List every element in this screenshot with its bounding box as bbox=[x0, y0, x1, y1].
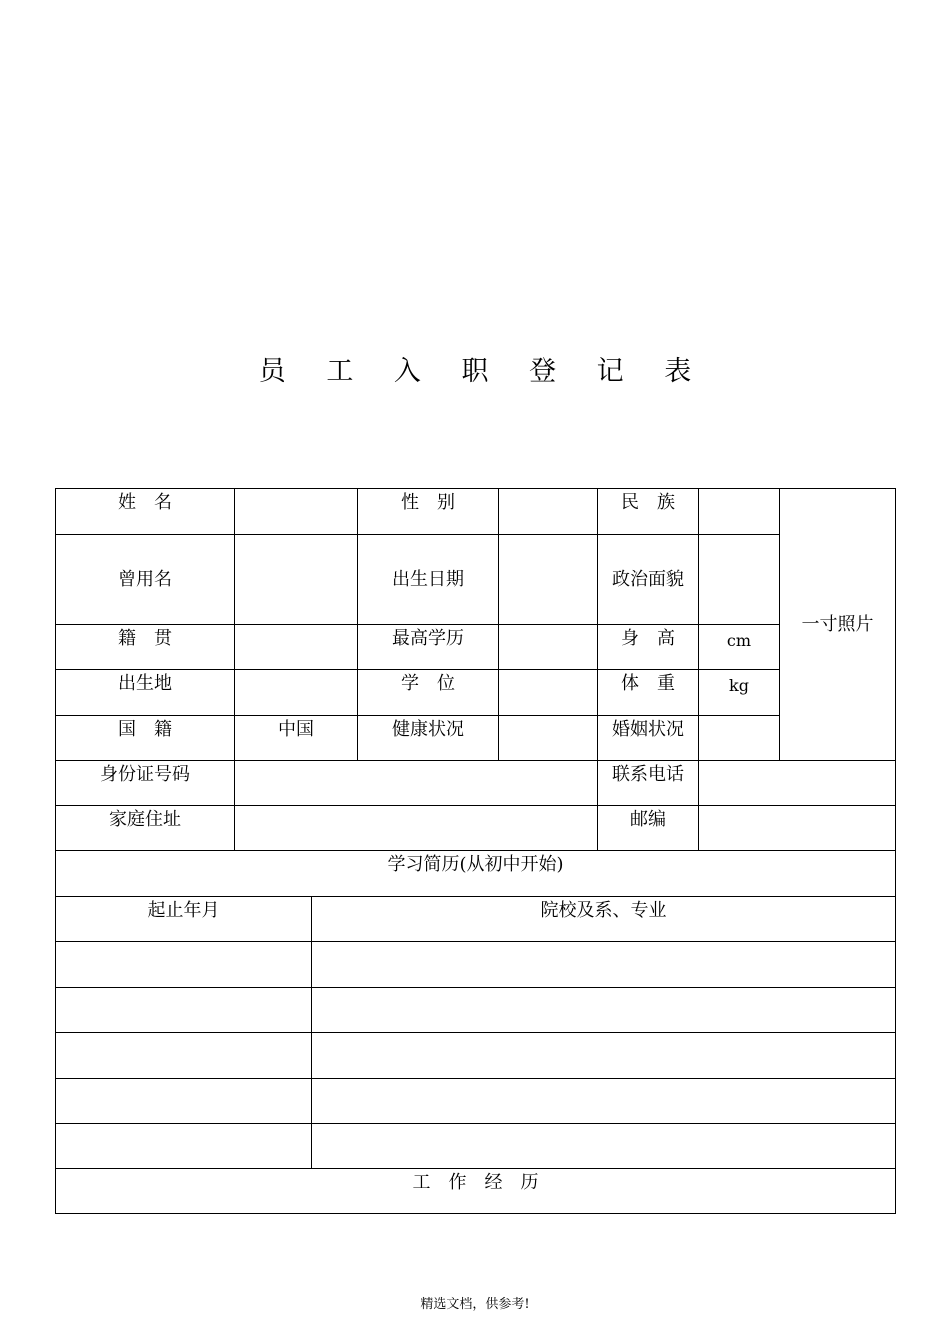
study-school-field[interactable] bbox=[312, 988, 895, 1033]
birthplace-label: 出生地 bbox=[56, 670, 235, 716]
name-field[interactable] bbox=[235, 489, 358, 535]
study-period-field[interactable] bbox=[56, 1033, 312, 1079]
id-number-label: 身份证号码 bbox=[56, 761, 235, 806]
phone-label: 联系电话 bbox=[598, 761, 699, 806]
weight-field[interactable]: kg bbox=[699, 670, 780, 716]
ethnicity-label: 民 族 bbox=[598, 489, 699, 535]
weight-label: 体 重 bbox=[598, 670, 699, 716]
former-name-label: 曾用名 bbox=[56, 535, 235, 625]
study-col-period: 起止年月 bbox=[56, 897, 312, 942]
former-name-field[interactable] bbox=[235, 535, 358, 625]
marital-field[interactable] bbox=[699, 716, 780, 761]
degree-label: 学 位 bbox=[358, 670, 499, 716]
postcode-label: 邮编 bbox=[598, 806, 699, 851]
study-school-field[interactable] bbox=[312, 1033, 895, 1079]
postcode-field[interactable] bbox=[699, 806, 895, 851]
study-period-field[interactable] bbox=[56, 1079, 312, 1124]
health-field[interactable] bbox=[499, 716, 598, 761]
ethnicity-field[interactable] bbox=[699, 489, 780, 535]
address-label: 家庭住址 bbox=[56, 806, 235, 851]
height-label: 身 高 bbox=[598, 625, 699, 670]
nationality-field[interactable]: 中国 bbox=[235, 716, 358, 761]
degree-field[interactable] bbox=[499, 670, 598, 716]
page-title: 员 工 入 职 登 记 表 bbox=[258, 356, 708, 387]
name-label: 姓 名 bbox=[56, 489, 235, 535]
study-period-field[interactable] bbox=[56, 942, 312, 988]
footer-note: 精选文档，供参考! bbox=[420, 1297, 530, 1312]
native-place-label: 籍 贯 bbox=[56, 625, 235, 670]
marital-label: 婚姻状况 bbox=[598, 716, 699, 761]
political-field[interactable] bbox=[699, 535, 780, 625]
study-section-title: 学习简历(从初中开始) bbox=[56, 851, 895, 897]
study-school-field[interactable] bbox=[312, 1079, 895, 1124]
work-section-title: 工 作 经 历 bbox=[412, 1172, 539, 1193]
photo-box[interactable]: 一寸照片 bbox=[780, 489, 895, 761]
birth-date-field[interactable] bbox=[499, 535, 598, 625]
address-field[interactable] bbox=[235, 806, 598, 851]
study-period-field[interactable] bbox=[56, 1124, 312, 1169]
study-period-field[interactable] bbox=[56, 988, 312, 1033]
education-field[interactable] bbox=[499, 625, 598, 670]
health-label: 健康状况 bbox=[358, 716, 499, 761]
height-field[interactable]: cm bbox=[699, 625, 780, 670]
gender-field[interactable] bbox=[499, 489, 598, 535]
study-school-field[interactable] bbox=[312, 1124, 895, 1169]
native-place-field[interactable] bbox=[235, 625, 358, 670]
study-col-school: 院校及系、专业 bbox=[312, 897, 895, 942]
education-label: 最高学历 bbox=[358, 625, 499, 670]
gender-label: 性 别 bbox=[358, 489, 499, 535]
study-school-field[interactable] bbox=[312, 942, 895, 988]
id-number-field[interactable] bbox=[235, 761, 598, 806]
political-label: 政治面貌 bbox=[598, 535, 699, 625]
nationality-label: 国 籍 bbox=[56, 716, 235, 761]
birthplace-field[interactable] bbox=[235, 670, 358, 716]
birth-date-label: 出生日期 bbox=[358, 535, 499, 625]
registration-form bbox=[55, 488, 896, 1214]
phone-field[interactable] bbox=[699, 761, 895, 806]
